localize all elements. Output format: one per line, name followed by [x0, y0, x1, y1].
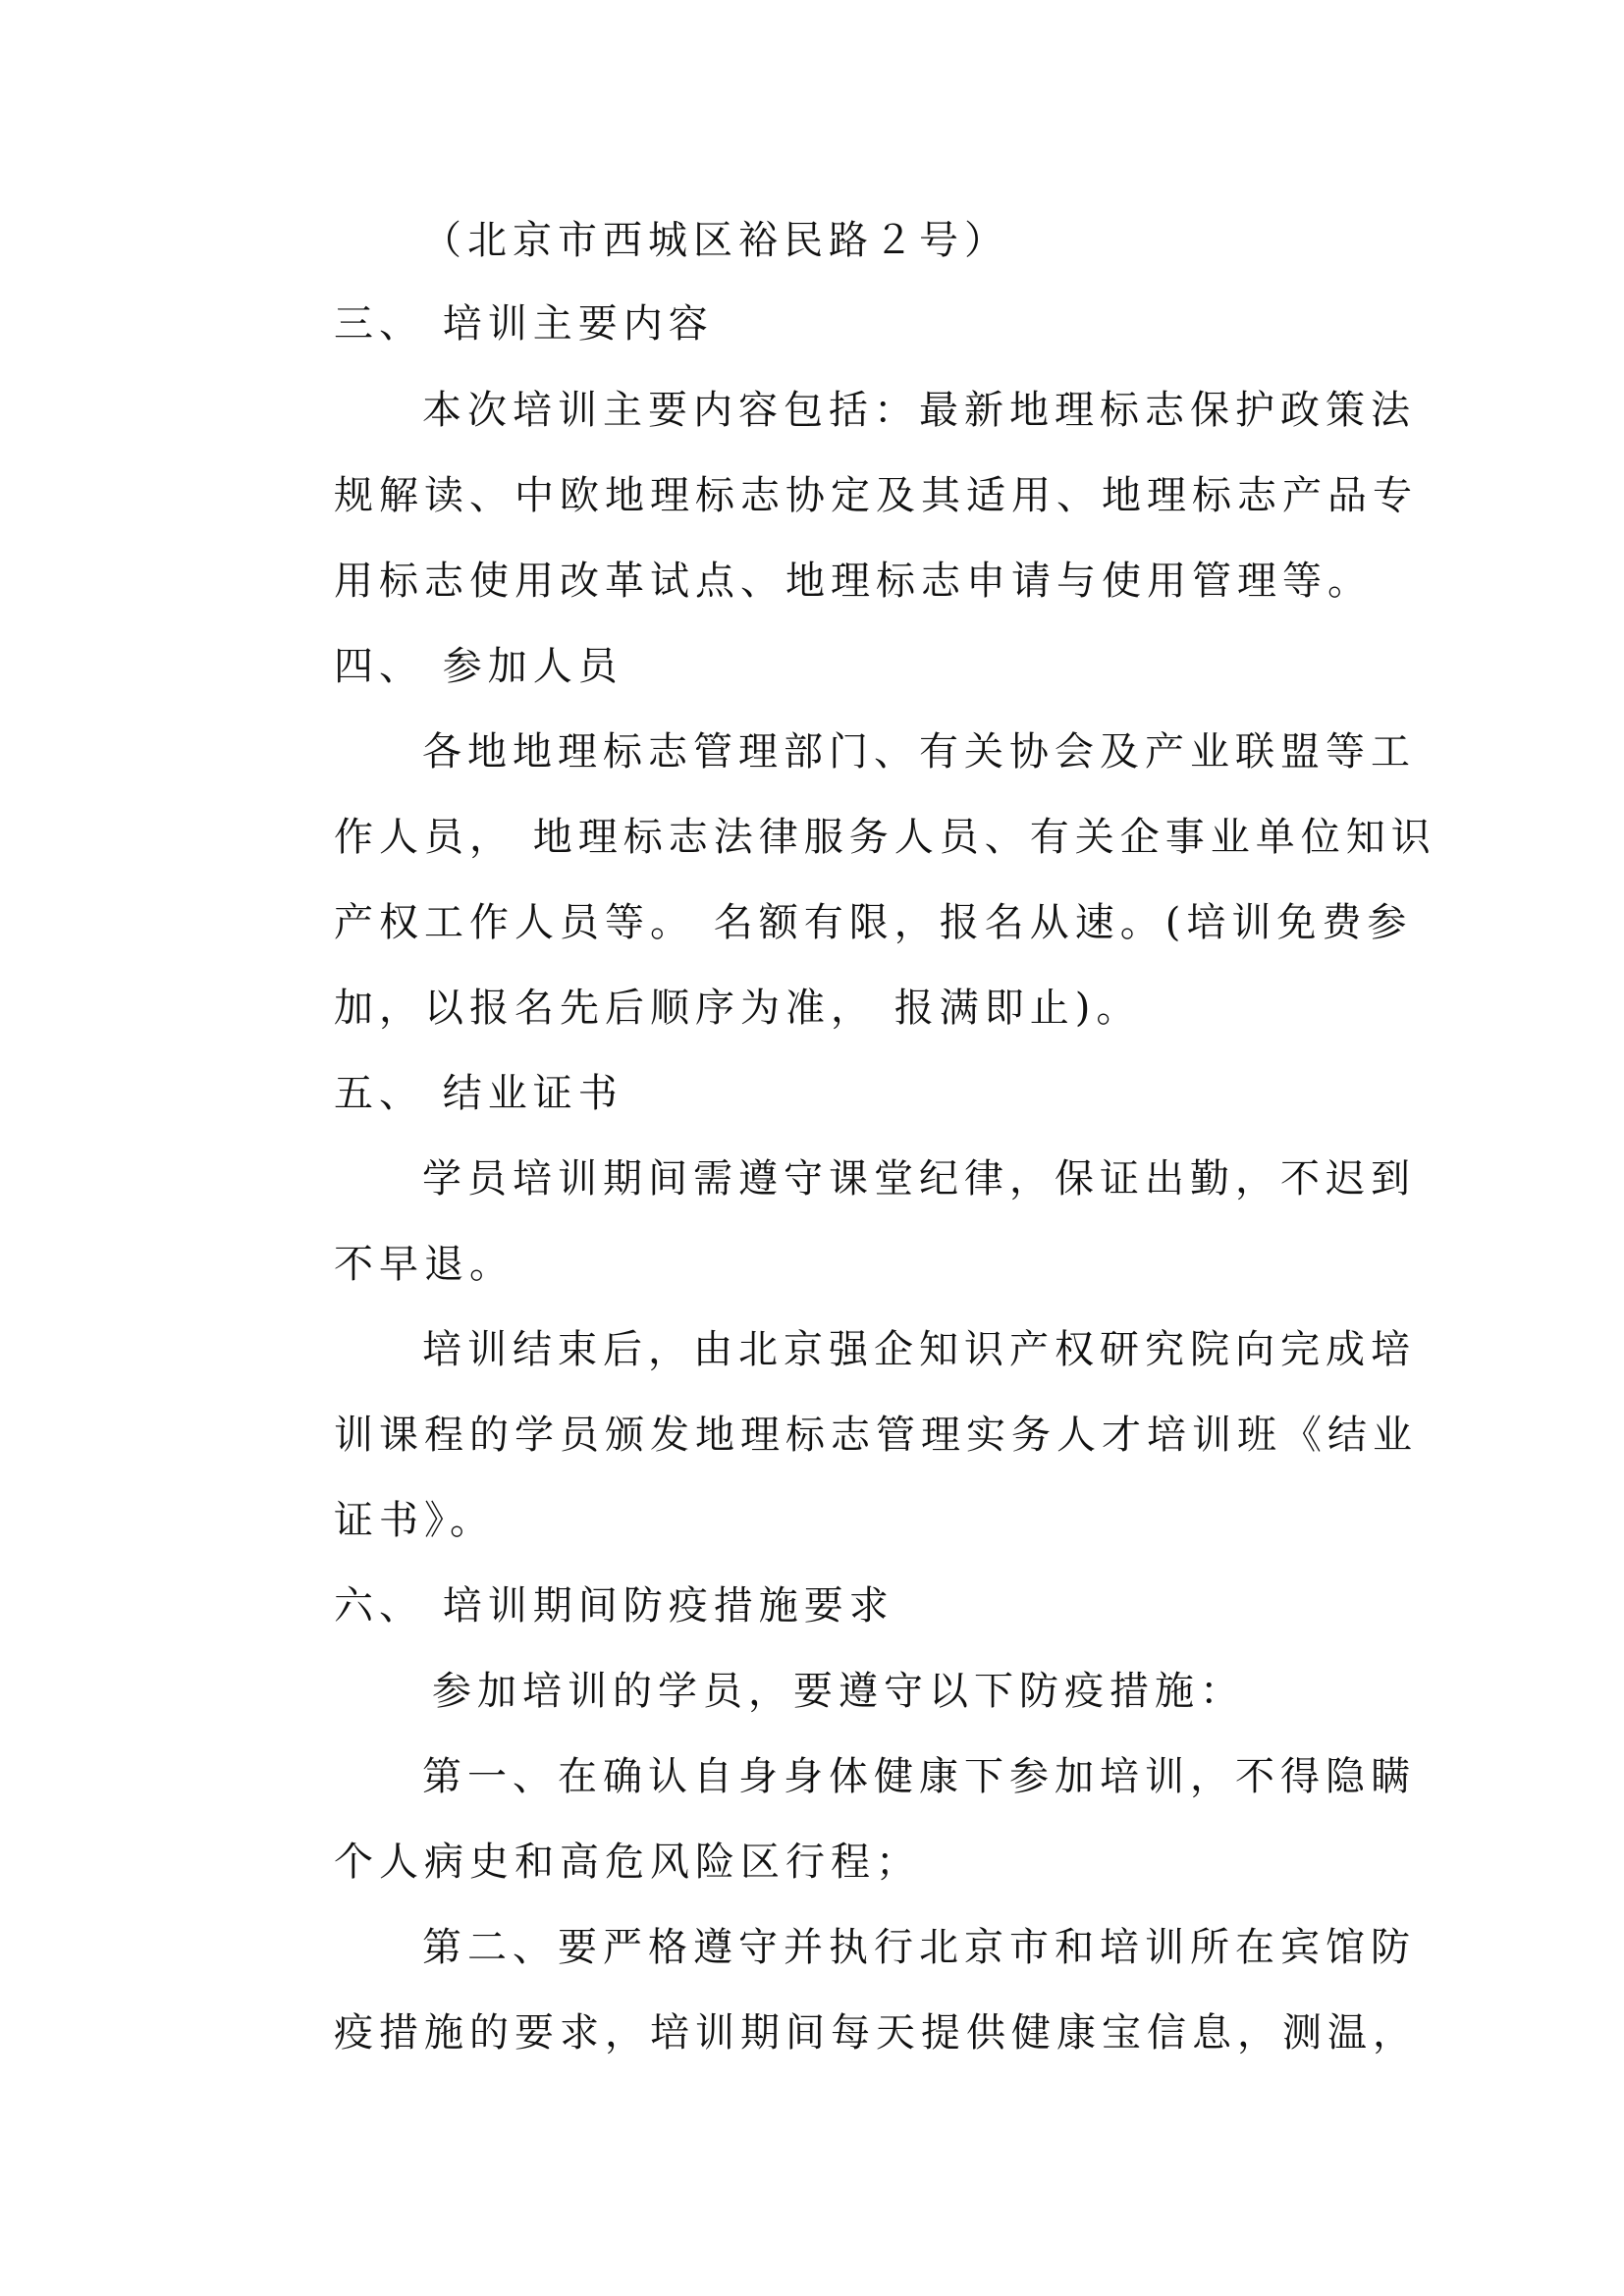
paragraph-line: 第一、在确认自身身体健康下参加培训，不得隐瞒	[422, 1754, 1416, 1799]
address-line: （北京市西城区裕民路２号）	[422, 218, 1009, 263]
paragraph-line: 学员培训期间需遵守课堂纪律，保证出勤，不迟到	[422, 1156, 1416, 1201]
paragraph-line: 参加培训的学员，要遵守以下防疫措施：	[432, 1669, 1245, 1714]
section-heading-6: 六、 培训期间防疫措施要求	[334, 1583, 894, 1629]
paragraph-line: 第二、要严格遵守并执行北京市和培训所在宾馆防	[422, 1925, 1416, 1970]
paragraph-line: 个人病史和高危风险区行程；	[334, 1840, 921, 1885]
paragraph-line: 各地地理标志管理部门、有关协会及产业联盟等工	[422, 729, 1416, 774]
paragraph-line: 规解读、中欧地理标志协定及其适用、地理标志产品专	[334, 473, 1418, 518]
paragraph-line: 加，以报名先后顺序为准， 报满即止)。	[334, 986, 1142, 1031]
section-heading-5: 五、 结业证书	[334, 1071, 623, 1116]
paragraph-line: 训课程的学员颁发地理标志管理实务人才培训班《结业	[334, 1413, 1418, 1458]
section-heading-3: 三、 培训主要内容	[334, 301, 714, 347]
paragraph-line: 产权工作人员等。 名额有限，报名从速。(培训免费参	[334, 900, 1413, 945]
paragraph-line: 证书》。	[334, 1498, 495, 1543]
paragraph-line: 本次培训主要内容包括：最新地理标志保护政策法	[422, 388, 1416, 433]
paragraph-line: 不早退。	[334, 1242, 514, 1287]
paragraph-line: 培训结束后，由北京强企知识产权研究院向完成培	[422, 1327, 1416, 1372]
paragraph-line: 作人员， 地理标志法律服务人员、有关企事业单位知识	[334, 815, 1436, 860]
paragraph-line: 疫措施的要求，培训期间每天提供健康宝信息，测温，	[334, 2010, 1418, 2056]
paragraph-line: 用标志使用改革试点、地理标志申请与使用管理等。	[334, 559, 1373, 604]
section-heading-4: 四、 参加人员	[334, 644, 623, 689]
